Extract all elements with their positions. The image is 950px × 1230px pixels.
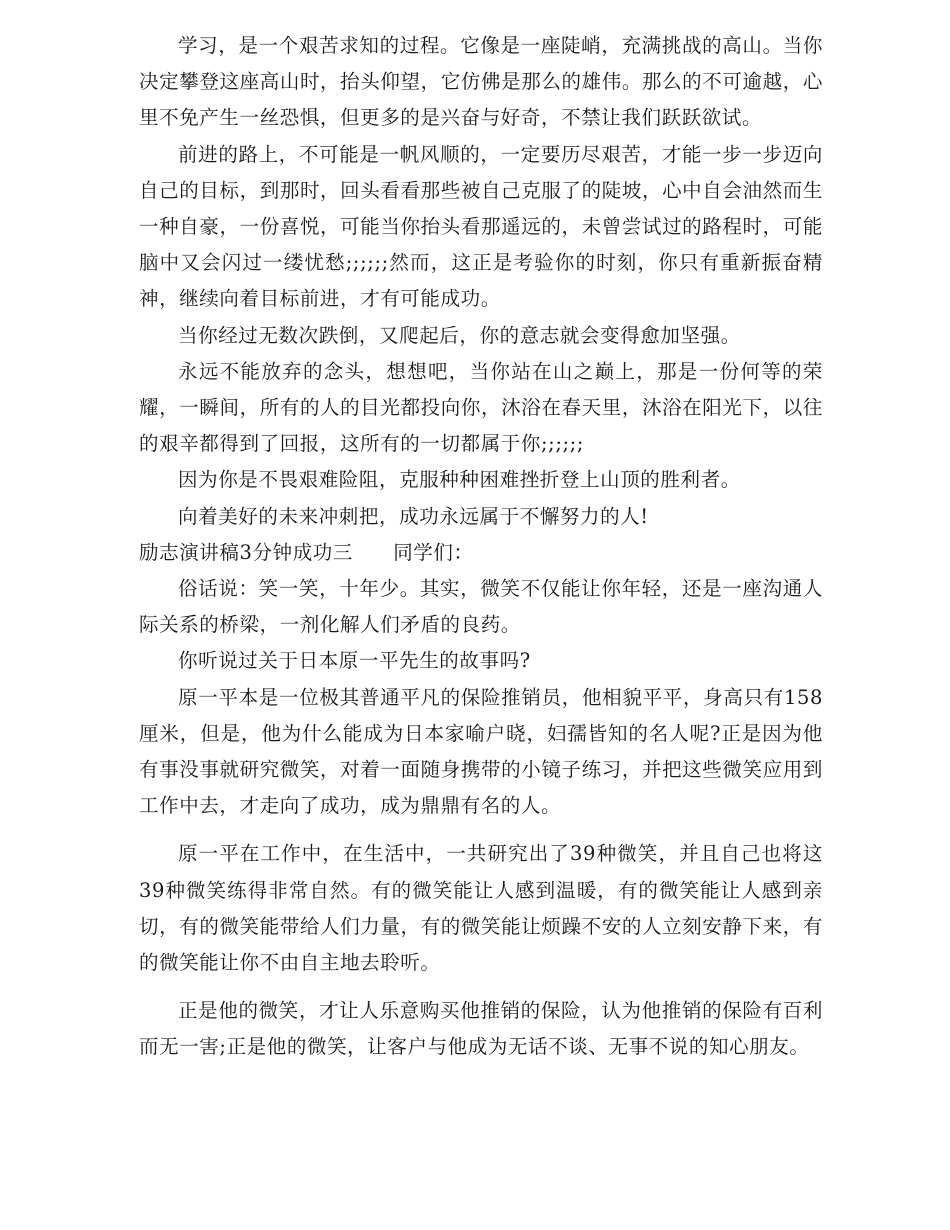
- paragraph-hara-ippei: 原一平本是一位极其普通平凡的保险推销员，他相貌平平，身高只有158厘米，但是，他为什么能成为日本家喻户晓，妇孺皆知的名人呢?正是因为他有事没事就研究微笑，对着一面随身携带的小镜子练习，并把这些微笑应用到工作中去，才走向了成功，成为鼎鼎有名的人。: [139, 685, 823, 818]
- paragraph-future: 向着美好的未来冲刺把，成功永远属于不懈努力的人!: [178, 504, 649, 528]
- paragraph-39-smiles: 原一平在工作中，在生活中，一共研究出了39种微笑，并且自己也将这39种微笑练得非常自然。有的微笑能让人感到温暖，有的微笑能让人感到亲切，有的微笑能带给人们力量，有的微笑能让烦躁不安的人立刻安静下来，有的微笑能让你不由自主地去聆听。: [139, 842, 823, 975]
- paragraph-spacer: [139, 981, 823, 993]
- paragraph-smile-saying: 俗话说：笑一笑，十年少。其实，微笑不仅能让你年轻，还是一座沟通人际关系的桥梁，一剂化解人们矛盾的良药。: [139, 577, 823, 637]
- paragraph-story-question: 你听说过关于日本原一平先生的故事吗?: [178, 649, 531, 673]
- paragraph-learning: 学习，是一个艰苦求知的过程。它像是一座陡峭，充满挑战的高山。当你决定攀登这座高山时，抬头仰望，它仿佛是那么的雄伟。那么的不可逾越，心里不免产生一丝恐惧，但更多的是兴奋与好奇，不禁让我们跃跃欲试。: [139, 34, 823, 130]
- paragraph-winner: 因为你是不畏艰难险阻，克服种种困难挫折登上山顶的胜利者。: [178, 468, 741, 492]
- document-body: [139, 28, 823, 1066]
- paragraph-falling: 当你经过无数次跌倒，又爬起后，你的意志就会变得愈加坚强。: [178, 323, 741, 347]
- paragraph-spacer: [139, 824, 823, 836]
- paragraph-smile-result: 正是他的微笑，才让人乐意购买他推销的保险，认为他推销的保险有百利而无一害;正是他的微笑，让客户与他成为无话不谈、无事不说的知心朋友。: [139, 999, 823, 1059]
- paragraph-road-ahead: 前进的路上，不可能是一帆风顺的，一定要历尽艰苦，才能一步一步迈向自己的目标，到那时，回头看看那些被自己克服了的陡坡，心中自会油然而生一种自豪，一份喜悦，可能当你抬头看那遥远的，未曾尝试过的路程时，可能脑中又会闪过一缕忧愁;;;;;;然而，这正是考验你的时刻，你只有重新振奋精神，继续向着目标前进，才有可能成功。: [139, 142, 823, 311]
- paragraph-summit: 永远不能放弃的念头，想想吧，当你站在山之巅上，那是一份何等的荣耀，一瞬间，所有的人的目光都投向你，沐浴在春天里，沐浴在阳光下，以往的艰辛都得到了回报，这所有的一切都属于你;;;;;;: [139, 359, 823, 456]
- speech-heading: 励志演讲稿3分钟成功三 同学们：: [139, 540, 474, 564]
